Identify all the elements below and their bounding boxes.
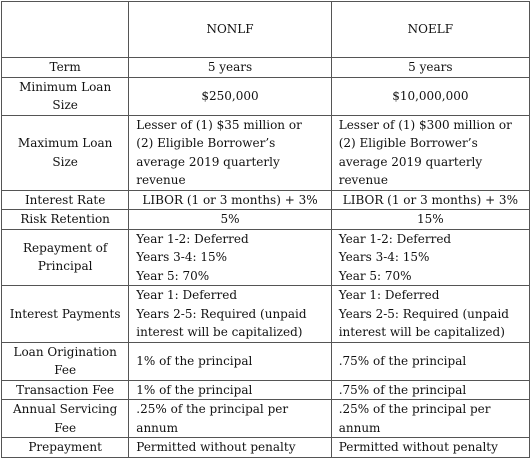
nonlf-value [129, 190, 331, 210]
noelf-value [331, 77, 529, 115]
table-row [2, 400, 530, 438]
noelf-value-line: annum [338, 420, 381, 435]
row-label [2, 115, 129, 190]
noelf-value [331, 115, 529, 190]
nonlf-value-line: 1% of the principal [136, 382, 253, 397]
nonlf-value-line: Year 1-2: Deferred [136, 231, 249, 246]
row-label [2, 229, 129, 286]
noelf-value-line: 5 years [408, 60, 453, 74]
nonlf-value-line: .25% of the principal per [136, 402, 289, 416]
noelf-value-line: .75% of the principal [338, 353, 467, 368]
noelf-value-line: Year 1: Deferred [338, 288, 440, 302]
row-label [2, 400, 129, 438]
noelf-value-line: interest will be capitalized) [338, 325, 505, 339]
noelf-value [331, 210, 529, 230]
nonlf-value-line: (2) Eligible Borrower’s [136, 136, 276, 150]
row-label-line: Risk Retention [20, 212, 110, 226]
noelf-value-line: Permitted without penalty [338, 440, 498, 454]
noelf-value-line: Lesser of (1) $300 million or [338, 117, 512, 132]
row-label-line: Transaction Fee [16, 382, 115, 397]
row-label-line: Prepayment [28, 440, 102, 454]
row-label-line: Principal [37, 259, 93, 274]
noelf-value-line: average 2019 quarterly [338, 154, 483, 169]
row-label [2, 438, 129, 458]
nonlf-value [129, 286, 331, 343]
noelf-value-line: $10,000,000 [392, 88, 469, 103]
nonlf-value-line: revenue [136, 173, 186, 187]
loan-facility-comparison-table [1, 1, 530, 458]
noelf-value [331, 286, 529, 343]
row-label-line: Interest Payments [9, 306, 121, 321]
row-label [2, 77, 129, 115]
nonlf-value-line: average 2019 quarterly [136, 154, 280, 169]
noelf-value [331, 190, 529, 210]
nonlf-value [129, 77, 331, 115]
nonlf-value-line: 5 years [207, 60, 253, 74]
nonlf-value-line: Years 3-4: 15% [136, 250, 227, 264]
noelf-value-line: Years 2-5: Required (unpaid [338, 306, 509, 321]
table-row [2, 438, 530, 458]
row-label-line: Maximum Loan [17, 136, 113, 150]
noelf-value [331, 380, 529, 400]
nonlf-value [129, 342, 331, 380]
nonlf-value-line: interest will be capitalized) [136, 325, 303, 339]
row-label-line: Repayment of [23, 240, 108, 255]
header-corner-cell [2, 2, 129, 58]
noelf-value-line: (2) Eligible Borrower’s [338, 136, 478, 150]
noelf-value-line: LIBOR (1 or 3 months) + 3% [342, 192, 518, 207]
nonlf-value-line: LIBOR (1 or 3 months) + 3% [142, 192, 318, 207]
row-label-line: Annual Servicing [12, 402, 118, 416]
row-label-line: Interest Rate [24, 192, 106, 207]
noelf-value-line: 15% [417, 212, 444, 226]
header-row [2, 2, 530, 58]
noelf-value-line: revenue [338, 173, 388, 187]
table-row [2, 77, 530, 115]
nonlf-value [129, 58, 331, 78]
row-label [2, 380, 129, 400]
table-row [2, 115, 530, 190]
table-row [2, 286, 530, 343]
row-label-line: Term [49, 60, 81, 74]
nonlf-value-line: Years 2-5: Required (unpaid [136, 306, 307, 321]
noelf-value [331, 58, 529, 78]
table-row [2, 380, 530, 400]
nonlf-value [129, 229, 331, 286]
nonlf-value-line: Lesser of (1) $35 million or [136, 117, 302, 132]
row-label [2, 58, 129, 78]
table-row [2, 190, 530, 210]
row-label-line: Fee [54, 363, 77, 377]
nonlf-value-line: 1% of the principal [136, 353, 253, 368]
table-row [2, 229, 530, 286]
table-row [2, 210, 530, 230]
row-label [2, 286, 129, 343]
noelf-value [331, 438, 529, 458]
header-noelf: NOELF [331, 2, 529, 58]
nonlf-value [129, 438, 331, 458]
header-nonlf: NONLF [129, 2, 331, 58]
nonlf-value-line: Permitted without penalty [136, 440, 296, 454]
nonlf-value-line: Year 1: Deferred [136, 288, 237, 302]
noelf-value [331, 342, 529, 380]
nonlf-value [129, 380, 331, 400]
row-label [2, 342, 129, 380]
noelf-value-line: Years 3-4: 15% [338, 250, 430, 264]
nonlf-value [129, 400, 331, 438]
noelf-value-line: .25% of the principal per [338, 402, 491, 416]
row-label-line: Loan Origination [13, 344, 117, 359]
nonlf-value-line: 5% [220, 212, 240, 226]
table-row [2, 58, 530, 78]
nonlf-value-line: annum [136, 420, 179, 435]
nonlf-value [129, 115, 331, 190]
noelf-value-line: Year 5: 70% [338, 268, 412, 283]
row-label-line: Minimum Loan [19, 79, 112, 94]
row-label [2, 210, 129, 230]
row-label-line: Fee [54, 420, 77, 435]
nonlf-value-line: $250,000 [201, 88, 259, 103]
row-label [2, 190, 129, 210]
noelf-value-line: .75% of the principal [338, 382, 467, 397]
row-label-line: Size [52, 154, 78, 169]
row-label-line: Size [52, 98, 78, 112]
nonlf-value-line: Year 5: 70% [136, 268, 210, 283]
table-row [2, 342, 530, 380]
nonlf-value [129, 210, 331, 230]
noelf-value [331, 229, 529, 286]
noelf-value [331, 400, 529, 438]
noelf-value-line: Year 1-2: Deferred [338, 231, 452, 246]
